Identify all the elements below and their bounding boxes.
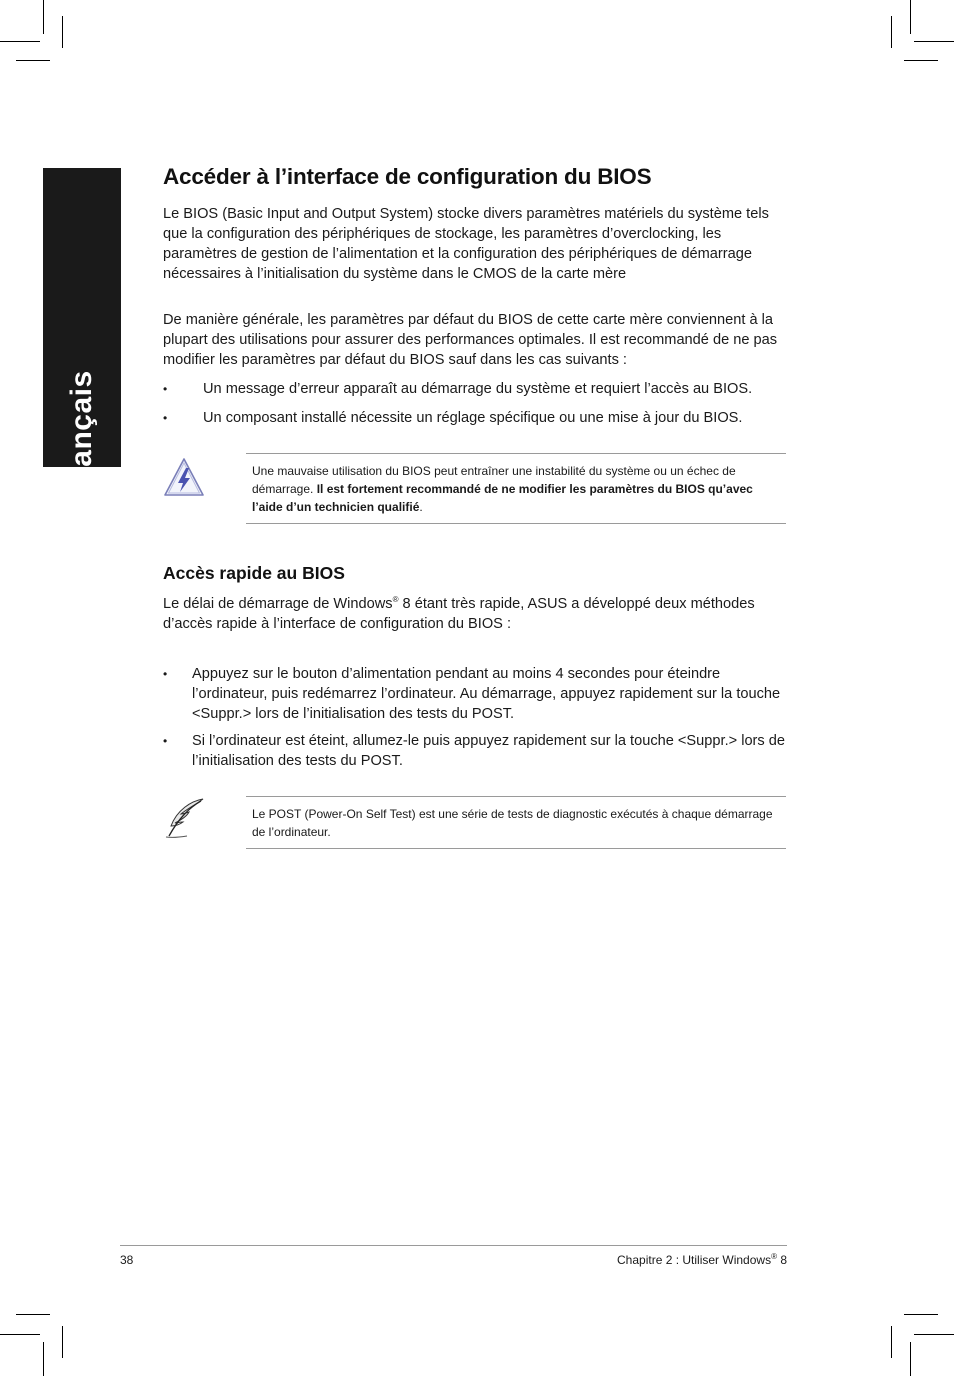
bullet: • — [163, 734, 168, 748]
bios-cases-list — [163, 379, 787, 428]
crop-mark — [0, 1334, 40, 1335]
defaults-paragraph: De manière générale, les paramètres par défaut du BIOS de cette carte mère conviennent à la plupart des utilisations pour assurer des performances optimales. Il est recommandé de ne pas modifier les paramètres par défaut du BIOS sauf dans les cas suivants : — [163, 312, 778, 368]
crop-mark — [910, 0, 911, 34]
list-item — [163, 379, 787, 399]
list-item-text: Si l’ordinateur est éteint, allumez-le puis appuyez rapidement sur la touche <Suppr.> lors de l’initialisation des tests du POST. — [192, 733, 786, 769]
crop-mark — [16, 1314, 50, 1315]
warning-text: Une mauvaise utilisation du BIOS peut entraîner une instabilité du système ou un échec de démarrage. — [252, 464, 736, 496]
crop-mark — [0, 41, 40, 42]
warning-bold-text: Il est fortement recommandé de ne modifier les paramètres du BIOS qu’avec l’aide d’un technicien qualifié — [252, 482, 753, 514]
crop-mark — [62, 1326, 63, 1358]
crop-mark — [62, 16, 63, 48]
bios-section — [163, 164, 787, 437]
note-text: Le POST (Power-On Self Test) est une série de tests de diagnostic exécutés à chaque démarrage de l’ordinateur. — [252, 807, 773, 839]
quick-access-intro — [163, 594, 787, 634]
language-side-tab — [43, 168, 121, 498]
registered-mark: ® — [392, 595, 399, 605]
chapter-title — [617, 1253, 787, 1267]
crop-mark — [914, 41, 954, 42]
chapter-text-end: 8 — [776, 1253, 787, 1267]
crop-mark — [43, 0, 44, 34]
intro-text-end: 8 étant très rapide, ASUS a développé deux méthodes d’accès rapide à l’interface de configuration du BIOS : — [163, 596, 755, 632]
crop-mark — [16, 60, 50, 61]
list-item-text: Un composant installé nécessite un réglage spécifique ou une mise à jour du BIOS. — [203, 410, 743, 426]
crop-mark — [910, 1342, 911, 1376]
list-item — [163, 731, 787, 771]
crop-mark — [891, 16, 892, 48]
list-item-text: Un message d’erreur apparaît au démarrage du système et requiert l’accès au BIOS. — [203, 381, 753, 397]
crop-mark — [891, 1326, 892, 1358]
quick-access-section — [163, 563, 787, 778]
registered-mark: ® — [771, 1252, 777, 1261]
warning-box — [246, 453, 786, 524]
list-item — [163, 664, 787, 724]
footer-divider — [120, 1245, 787, 1246]
bullet: • — [163, 411, 168, 425]
intro-text: Le délai de démarrage de Windows — [163, 596, 393, 612]
note-box — [246, 796, 786, 849]
crop-mark — [904, 60, 938, 61]
feather-icon — [163, 796, 207, 840]
crop-mark — [914, 1334, 954, 1335]
warning-icon — [163, 456, 205, 498]
chapter-text: Chapitre 2 : Utiliser Windows — [617, 1253, 772, 1267]
page-number: 38 — [120, 1253, 134, 1267]
section-title: Accéder à l’interface de configuration du BIOS — [163, 164, 652, 189]
list-item — [163, 408, 787, 428]
subsection-title: Accès rapide au BIOS — [163, 563, 345, 583]
language-label: Français — [65, 370, 98, 498]
quick-access-list — [163, 664, 787, 771]
bullet: • — [163, 667, 168, 681]
crop-mark — [43, 1342, 44, 1376]
intro-paragraph: Le BIOS (Basic Input and Output System) stocke divers paramètres matériels du système tels que la configuration des périphériques de stockage, les paramètres d’overclocking, les paramètres de gestion de l’alimentation et la configuration des périphériques de démarrage nécessaires à l’initialisation du système dans le CMOS de la carte mère — [163, 206, 769, 282]
warning-end: . — [419, 500, 423, 514]
list-item-text: Appuyez sur le bouton d’alimentation pendant au moins 4 secondes pour éteindre l’ordinateur, puis redémarrez l’ordinateur. Au démarrage, appuyez rapidement sur la touche <Suppr.> lors de l’initialisation des tests du POST. — [192, 666, 781, 722]
bullet: • — [163, 382, 168, 396]
crop-mark — [904, 1314, 938, 1315]
